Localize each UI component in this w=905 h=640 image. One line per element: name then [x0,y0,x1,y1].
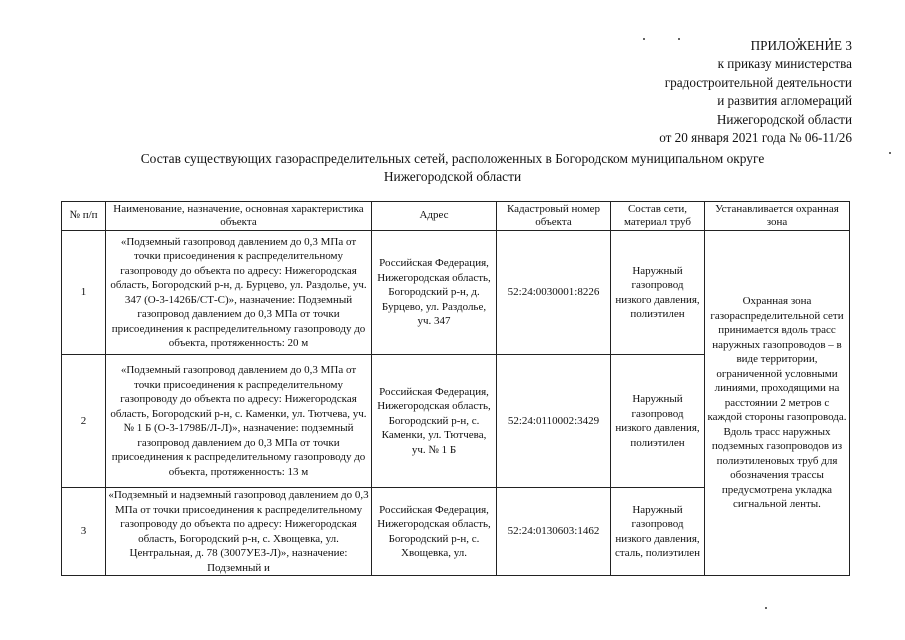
header-num: № п/п [62,202,106,231]
cell-composition: Наружный газопровод низкого давления, полиэтилен [611,231,705,355]
cell-address: Российская Федерация, Нижегородская область, Богородский р-н, с. Хвощевка, ул. [372,488,497,576]
document-title-line: Состав существующих газораспределительных сетей, расположенных в Богородском муниципальном округе [140,151,765,166]
appendix-line: к приказу министерства [717,56,852,72]
cell-cadastral: 52:24:0030001:8226 [497,231,611,355]
appendix-label: ПРИЛОЖЕНИЕ 3 [750,38,852,53]
header-composition: Состав сети, материал труб [611,202,705,231]
cell-composition: Наружный газопровод низкого давления, сталь, полиэтилен [611,488,705,576]
cell-protection-zone: Охранная зона газораспределительной сети принимается вдоль трасс наружных газопроводов – в виде территории, ограниченной условными линиями, проходящими на расстоянии 2 метров с каждой стороны газопровода. Вдоль трасс наружных подземных газопроводов из полиэтиленовых труб для обозначения трассы предусмотрена укладка сигнальной ленты. [705,231,850,576]
header-address: Адрес [372,202,497,231]
cell-cadastral: 52:24:0110002:3429 [497,355,611,488]
document-title [95,150,810,186]
cell-composition: Наружный газопровод низкого давления, полиэтилен [611,355,705,488]
appendix-header [552,37,852,147]
appendix-line: градостроительной деятельности [664,74,852,90]
cell-address: Российская Федерация, Нижегородская область, Богородский р-н, д. Бурцево, ул. Раздолье, уч. 347 [372,231,497,355]
document-title-line: Нижегородской области [383,169,522,184]
cell-cadastral: 52:24:0130603:1462 [497,488,611,576]
appendix-line: и развития агломераций [717,93,852,109]
table-header-row [62,202,850,231]
cell-address: Российская Федерация, Нижегородская область, Богородский р-н, с. Каменки, ул. Тютчева, уч. № 1 Б [372,355,497,488]
header-cadastral: Кадастровый номер объекта [497,202,611,231]
cell-name: «Подземный газопровод давлением до 0,3 МПа от точки присоединения к распределительному газопроводу до объекта по адресу: Нижегородская область, Богородский р-н, с. Каменки, ул. Тютчева, уч. № 1 Б (О-3-1798Б/Л-Л)», назначение: подземный газопровод давлением до 0,3 МПа от точки присоединения к распределительному газопроводу до объекта, протяженность: 13 м [106,355,372,488]
table-row [62,231,850,355]
cell-num: 2 [62,355,106,488]
gas-network-table [61,201,850,576]
cell-name: «Подземный газопровод давлением до 0,3 МПа от точки присоединения к распределительному газопроводу до объекта по адресу: Нижегородская область, Богородский р-н, д. Бурцево, ул. Раздолье, уч. 347 (О-3-1426Б/СТ-С)», назначение: Подземный газопровод давлением до 0,3 МПа от точки присоединения к распределительному газопроводу до объекта, протяженность: 20 м [106,231,372,355]
scan-speck [765,607,767,609]
cell-num: 1 [62,231,106,355]
appendix-order-date: от 20 января 2021 года № 06-11/26 [659,130,852,146]
cell-name: «Подземный и надземный газопровод давлением до 0,3 МПа от точки присоединения к распределительному газопроводу до объекта по адресу: Нижегородская область, Богородский р-н, с. Хвощевка, ул. Центральная, д. 78 (3007УЕЗ-Л)», назначение: Подземный и [106,488,372,576]
scan-speck [889,152,891,154]
appendix-line: Нижегородской области [716,111,852,127]
header-zone: Устанавливается охранная зона [705,202,850,231]
cell-num: 3 [62,488,106,576]
header-name: Наименование, назначение, основная характеристика объекта [106,202,372,231]
